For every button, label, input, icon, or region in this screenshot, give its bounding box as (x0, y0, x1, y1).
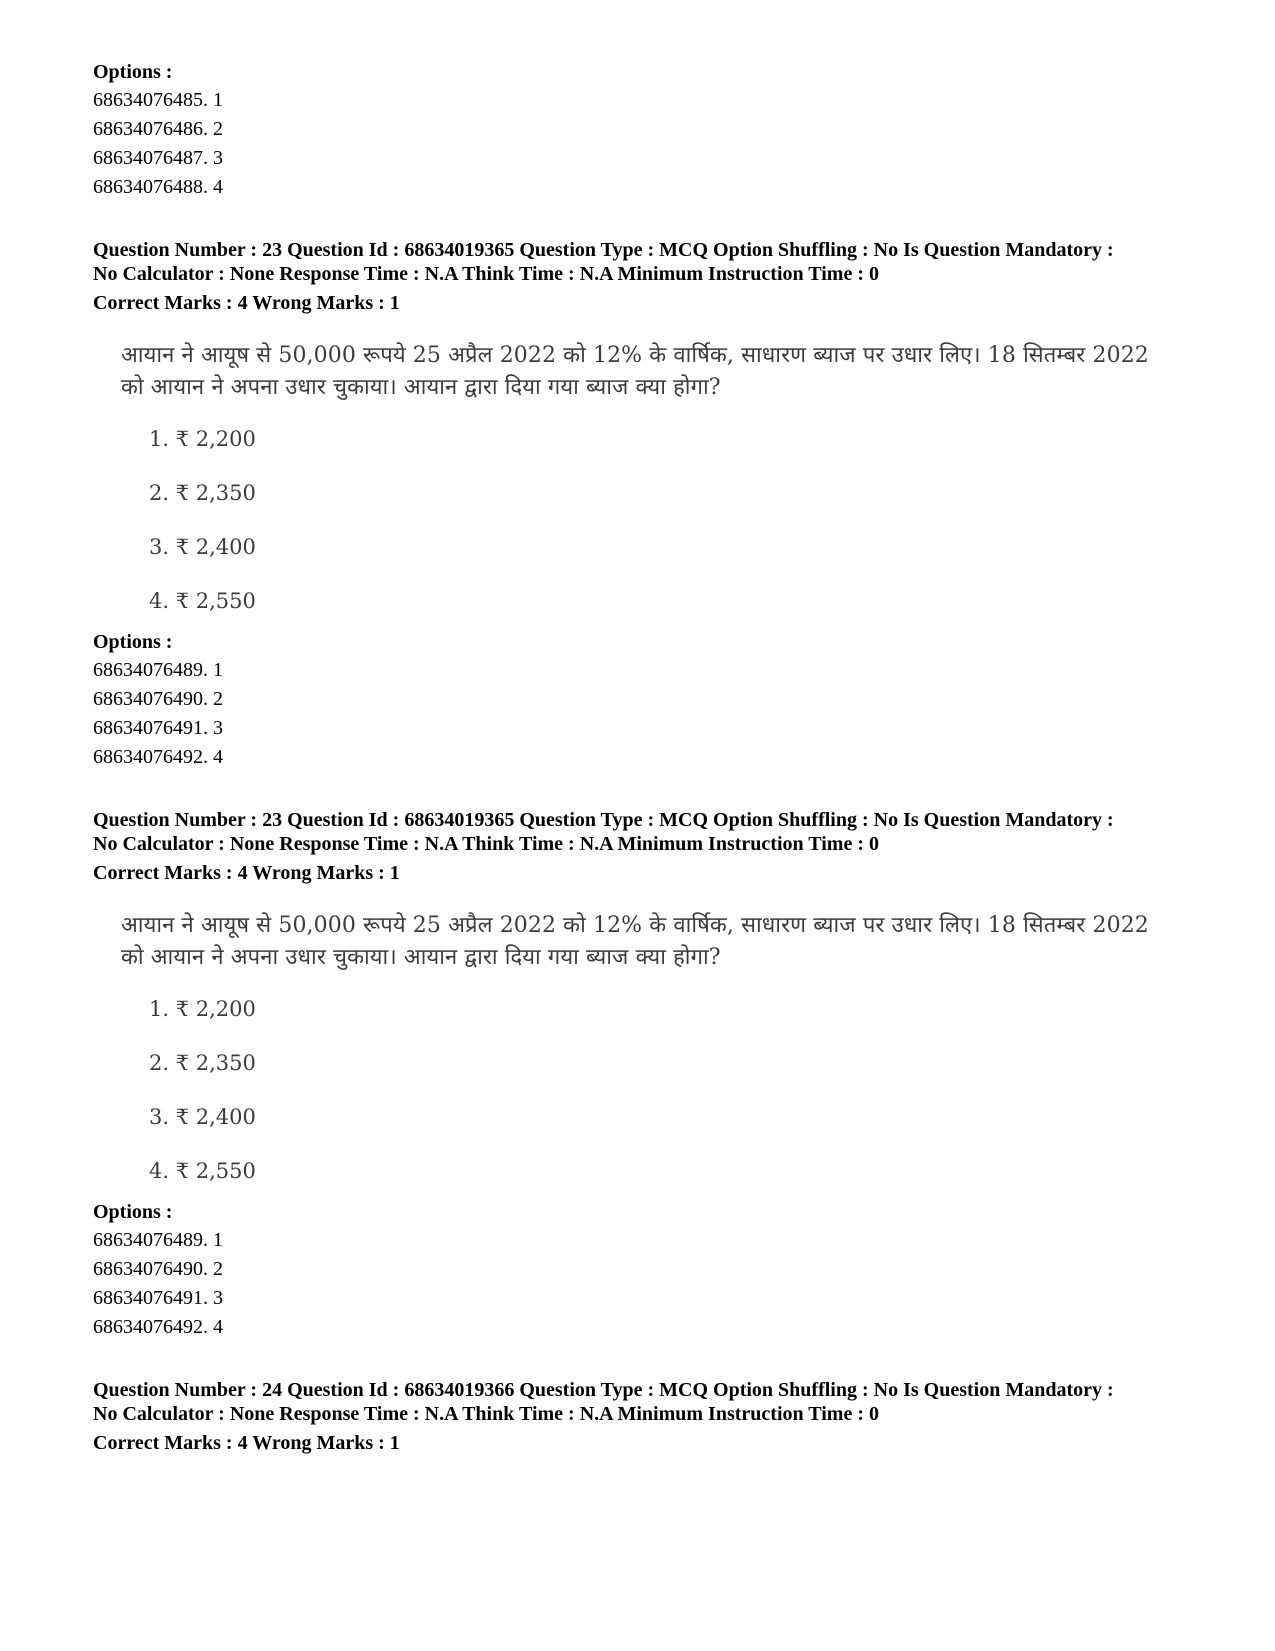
options-block (93, 1198, 1193, 1342)
option-id-line: 68634076490. 2 (93, 1258, 223, 1280)
choice-item: 3. ₹ 2,400 (149, 1105, 256, 1129)
option-id-line: 68634076490. 2 (93, 688, 223, 710)
option-id-line: 68634076492. 4 (93, 1316, 223, 1338)
document-page (93, 58, 1193, 1458)
option-id-line: 68634076492. 4 (93, 746, 223, 768)
question-header-line: Question Number : 23 Question Id : 68634019365 Question Type : MCQ Option Shuffling : No Is Question Mandatory : (93, 809, 1114, 831)
choice-item: 1. ₹ 2,200 (149, 427, 256, 451)
choice-item: 2. ₹ 2,350 (149, 1051, 256, 1075)
question-choices (149, 996, 1193, 1184)
choice-item: 2. ₹ 2,350 (149, 481, 256, 505)
question-choices (149, 426, 1193, 614)
option-id-line: 68634076485. 1 (93, 89, 223, 111)
option-id-line: 68634076486. 2 (93, 118, 223, 140)
option-id-line: 68634076489. 1 (93, 659, 223, 681)
question-text-line: को आयान ने अपना उधार चुकाया। आयान द्वारा दिया गया ब्याज क्या होगा? (121, 945, 721, 970)
question-block (93, 808, 1193, 1342)
options-block-top (93, 58, 1193, 202)
choice-item: 4. ₹ 2,550 (149, 1159, 256, 1183)
choice-item: 1. ₹ 2,200 (149, 997, 256, 1021)
question-block-last (93, 1378, 1193, 1458)
option-id-line: 68634076487. 3 (93, 147, 223, 169)
question-text-line: को आयान ने अपना उधार चुकाया। आयान द्वारा दिया गया ब्याज क्या होगा? (121, 375, 721, 400)
question-text-line: आयान ने आयूष से 50,000 रूपये 25 अप्रैल 2022 को 12% के वार्षिक, साधारण ब्याज पर उधार लिए। 18 सितम्बर 2022 (121, 913, 1149, 938)
options-label: Options : (93, 61, 173, 83)
question-image (121, 910, 1193, 1184)
question-header-line: No Calculator : None Response Time : N.A Think Time : N.A Minimum Instruction Time : 0 (93, 1403, 879, 1425)
question-header-line: No Calculator : None Response Time : N.A Think Time : N.A Minimum Instruction Time : 0 (93, 263, 879, 285)
question-marks: Correct Marks : 4 Wrong Marks : 1 (93, 862, 400, 884)
question-marks: Correct Marks : 4 Wrong Marks : 1 (93, 292, 400, 314)
options-label: Options : (93, 1201, 173, 1223)
question-header-line: Question Number : 23 Question Id : 68634019365 Question Type : MCQ Option Shuffling : No Is Question Mandatory : (93, 239, 1114, 261)
question-block (93, 238, 1193, 772)
question-header-line: Question Number : 24 Question Id : 68634019366 Question Type : MCQ Option Shuffling : No Is Question Mandatory : (93, 1379, 1114, 1401)
option-id-line: 68634076491. 3 (93, 717, 223, 739)
choice-item: 4. ₹ 2,550 (149, 589, 256, 613)
question-header-line: No Calculator : None Response Time : N.A Think Time : N.A Minimum Instruction Time : 0 (93, 833, 879, 855)
question-image (121, 340, 1193, 614)
question-marks: Correct Marks : 4 Wrong Marks : 1 (93, 1432, 400, 1454)
question-text-line: आयान ने आयूष से 50,000 रूपये 25 अप्रैल 2022 को 12% के वार्षिक, साधारण ब्याज पर उधार लिए। 18 सितम्बर 2022 (121, 343, 1149, 368)
choice-item: 3. ₹ 2,400 (149, 535, 256, 559)
option-id-line: 68634076488. 4 (93, 176, 223, 198)
option-id-line: 68634076489. 1 (93, 1229, 223, 1251)
options-block (93, 628, 1193, 772)
options-label: Options : (93, 631, 173, 653)
option-id-line: 68634076491. 3 (93, 1287, 223, 1309)
